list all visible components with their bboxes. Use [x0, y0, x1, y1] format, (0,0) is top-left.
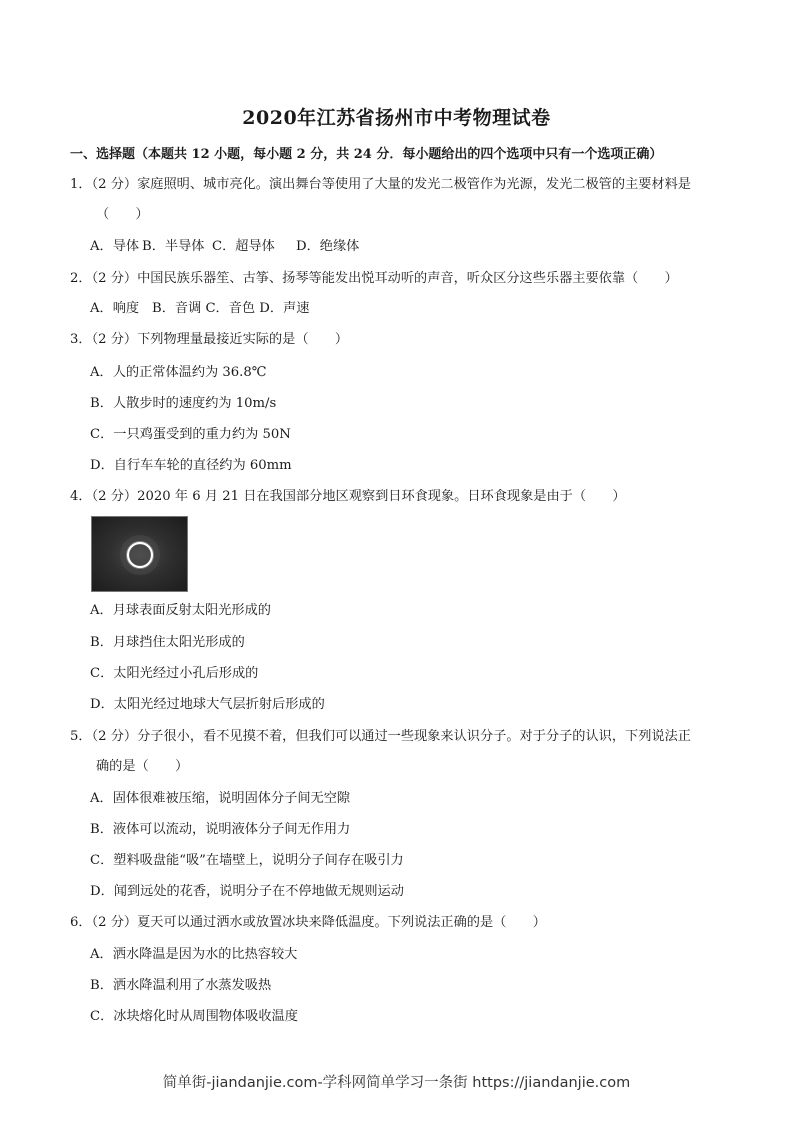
- question-2-stem: 2．（2 分）中国民族乐器笙、古筝、扬琴等能发出悦耳动听的声音，听众区分这些乐器主要依靠（ ）: [70, 271, 678, 286]
- question-5-option-c: C．塑料吸盘能“吸”在墙壁上，说明分子间存在吸引力: [90, 853, 404, 868]
- question-6-option-c: C．冰块熔化时从周围物体吸收温度: [90, 1009, 298, 1024]
- question-5-option-b: B．液体可以流动，说明液体分子间无作用力: [90, 822, 351, 837]
- question-4-option-b: B．月球挡住太阳光形成的: [90, 635, 245, 650]
- question-4-option-c: C．太阳光经过小孔后形成的: [90, 666, 259, 681]
- question-5-option-d: D．闻到远处的花香，说明分子在不停地做无规则运动: [90, 884, 404, 899]
- question-1-stem-cont: （ ）: [96, 207, 149, 222]
- question-4-stem: 4．（2 分）2020 年 6 月 21 日在我国部分地区观察到日环食现象。日环食现象是由于（ ）: [70, 489, 626, 504]
- question-6-option-a: A．洒水降温是因为水的比热容较大: [90, 947, 298, 962]
- page-title: 2020年江苏省扬州市中考物理试卷: [242, 107, 551, 129]
- question-3-option-a: A．人的正常体温约为 36.8℃: [90, 365, 267, 380]
- page-footer: 简单街-jiandanjie.com-学科网简单学习一条街 https://jiandanjie.com: [162, 1075, 631, 1091]
- option-a: A．响度: [90, 301, 140, 316]
- option-bcd: B．音调 C．音色 D．声速: [152, 301, 310, 316]
- annular-eclipse-photo: [91, 516, 188, 592]
- question-1-options: [90, 238, 359, 256]
- section-heading: 一、选择题（本题共 12 小题，每小题 2 分，共 24 分．每小题给出的四个选项中只有一个选项正确）: [70, 147, 663, 162]
- option-b: B．半导体: [142, 239, 205, 254]
- option-d: D．绝缘体: [296, 239, 360, 254]
- question-3-option-b: B．人散步时的速度约为 10m/s: [90, 396, 277, 411]
- question-2-options: [90, 300, 309, 318]
- option-c: C．超导体: [212, 239, 275, 254]
- question-4-option-d: D．太阳光经过地球大气层折射后形成的: [90, 697, 325, 712]
- question-3-option-d: D．自行车车轮的直径约为 60mm: [90, 458, 292, 473]
- question-5-option-a: A．固体很难被压缩，说明固体分子间无空隙: [90, 791, 351, 806]
- question-3-option-c: C．一只鸡蛋受到的重力约为 50N: [90, 427, 291, 442]
- option-a: A．导体: [90, 239, 140, 254]
- question-6-stem: 6．（2 分）夏天可以通过洒水或放置冰块来降低温度。下列说法正确的是（ ）: [70, 915, 546, 930]
- question-4-option-a: A．月球表面反射太阳光形成的: [90, 603, 271, 618]
- question-6-option-b: B．洒水降温利用了水蒸发吸热: [90, 978, 272, 993]
- question-1-stem: 1．（2 分）家庭照明、城市亮化。演出舞台等使用了大量的发光二极管作为光源，发光二极管的主要材料是: [70, 177, 691, 192]
- question-5-stem-cont: 确的是（ ）: [96, 759, 189, 774]
- question-5-stem: 5．（2 分）分子很小，看不见摸不着，但我们可以通过一些现象来认识分子。对于分子的认识，下列说法正: [70, 729, 691, 744]
- question-3-stem: 3．（2 分）下列物理量最接近实际的是（ ）: [70, 332, 349, 347]
